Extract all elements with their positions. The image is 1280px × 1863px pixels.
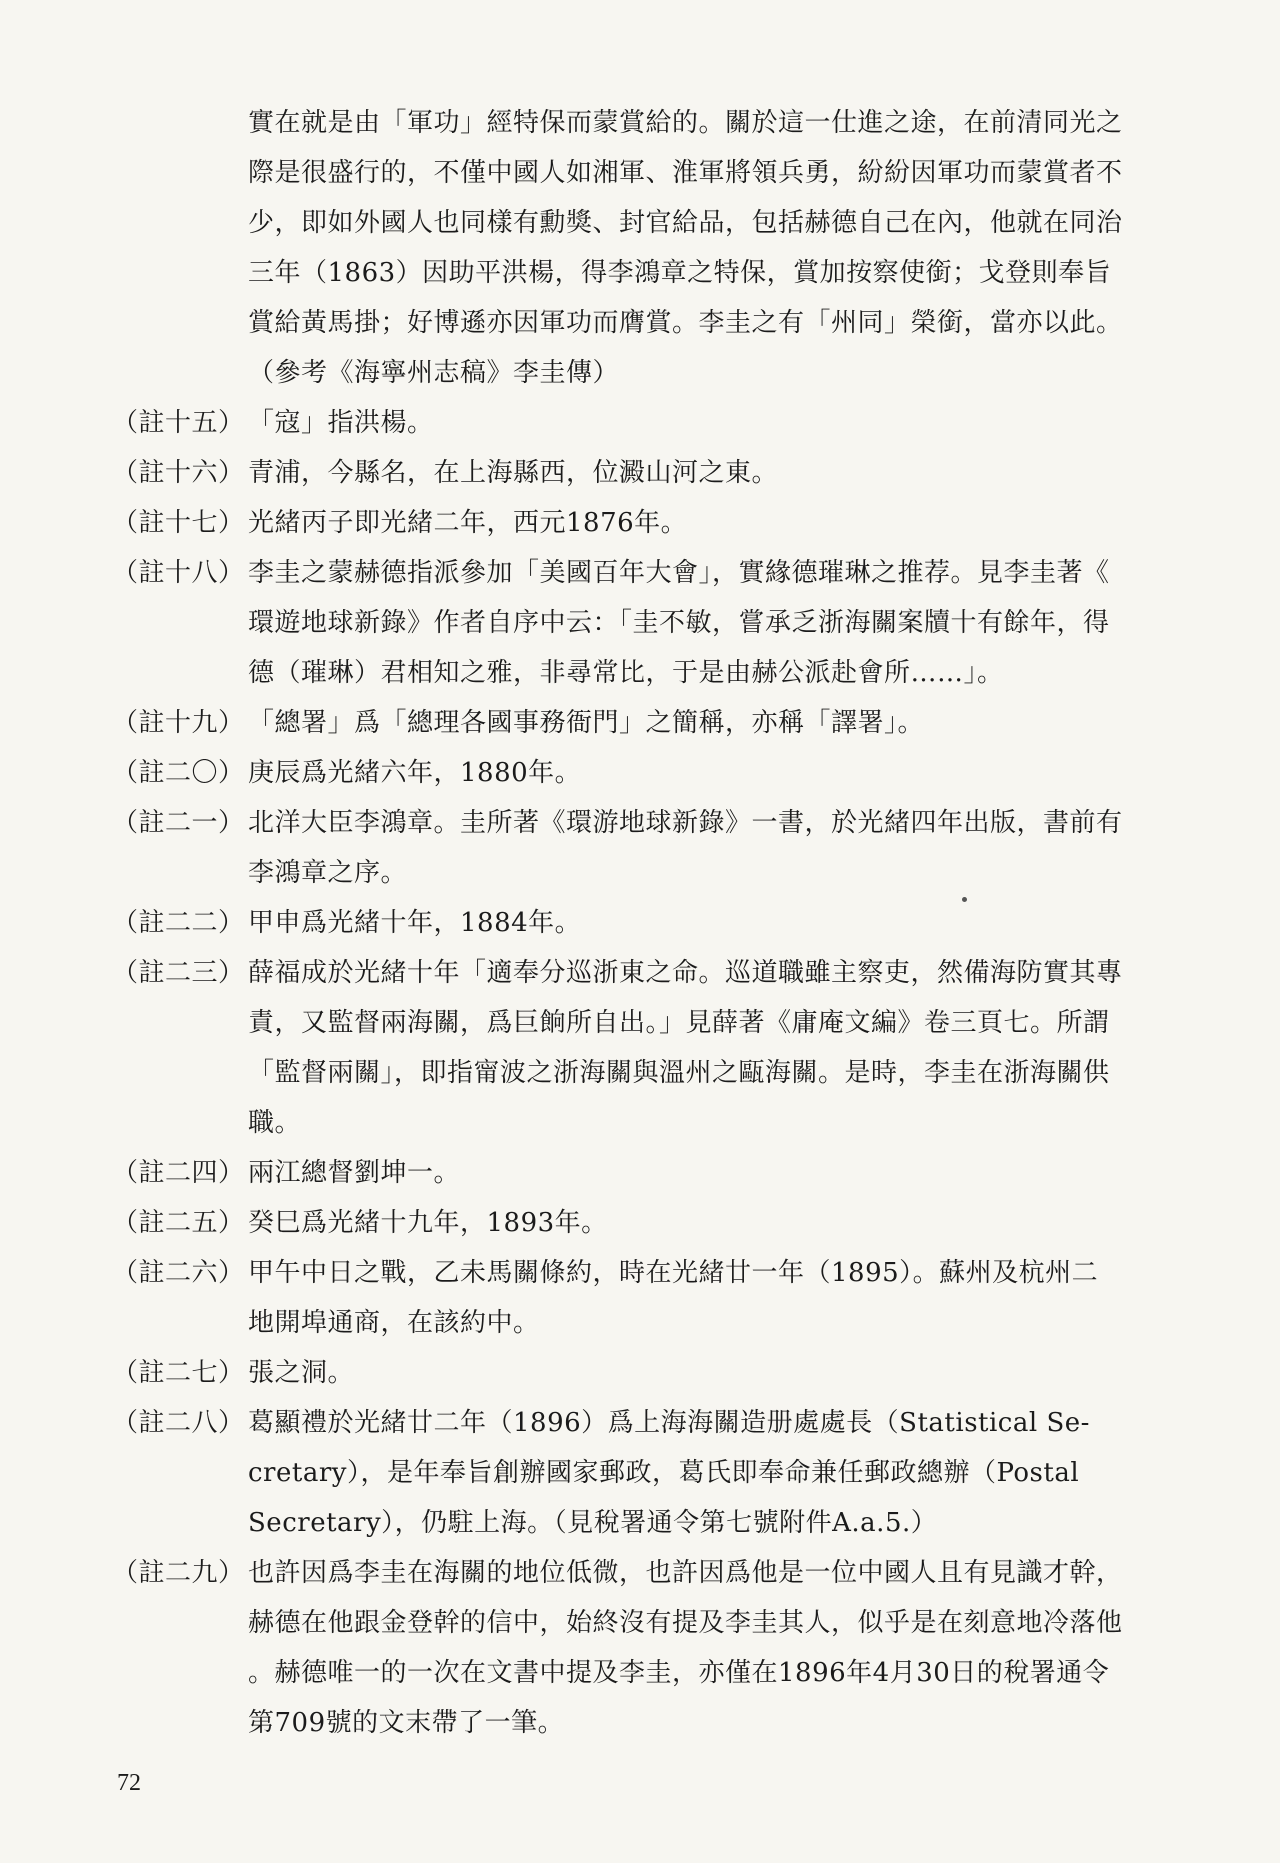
continuation-line: （參考《海寧州志稿》李圭傳） xyxy=(248,358,620,388)
scan-speck xyxy=(962,897,967,902)
note-label: （註二八） xyxy=(112,1408,245,1438)
note-first-line xyxy=(112,498,1187,548)
note-continuation-line: 環遊地球新錄》作者自序中云：「圭不敏，嘗承乏浙海關案牘十有餘年，得 xyxy=(248,608,1110,638)
note-continuation-line: cretary），是年奉旨創辦國家郵政，葛氏即奉命兼任郵政總辦（Postal xyxy=(248,1458,1080,1488)
note-first-line xyxy=(112,398,1187,448)
note-continuation-line: 第709號的文末帶了一筆。 xyxy=(248,1708,565,1738)
note-text: 葛顯禮於光緒廿二年（1896）爲上海海關造册處處長（Statistical Se- xyxy=(248,1408,1090,1438)
note-first-line xyxy=(112,1198,1187,1248)
note-first-line xyxy=(112,1248,1187,1298)
note-label: （註二〇） xyxy=(112,758,245,788)
note-label: （註二一） xyxy=(112,808,245,838)
note-continuation-line: Secretary），仍駐上海。（見稅署通令第七號附件A.a.5.） xyxy=(248,1508,938,1538)
notes-text-block xyxy=(112,98,1187,1748)
continuation-line: 際是很盛行的，不僅中國人如湘軍、淮軍將領兵勇，紛紛因軍功而蒙賞者不 xyxy=(248,158,1123,188)
note-label: （註二三） xyxy=(112,958,245,988)
note-label: （註十七） xyxy=(112,508,245,538)
note-first-line xyxy=(112,448,1187,498)
note-first-line xyxy=(112,948,1187,998)
note-first-line xyxy=(112,898,1187,948)
note-first-line xyxy=(112,1548,1187,1598)
note-text: 甲申爲光緒十年，1884年。 xyxy=(248,908,582,938)
note-continuation-line: 職。 xyxy=(248,1108,302,1138)
continuation-line: 三年（1863）因助平洪楊，得李鴻章之特保，賞加按察使銜；戈登則奉旨 xyxy=(248,258,1112,288)
note-continuation-line: 「監督兩關」，即指甯波之浙海關與溫州之甌海關。是時，李圭在浙海關供 xyxy=(248,1058,1110,1088)
note-text: 光緒丙子即光緒二年，西元1876年。 xyxy=(248,508,688,538)
continuation-line: 實在就是由「軍功」經特保而蒙賞給的。關於這一仕進之途，在前清同光之 xyxy=(248,108,1123,138)
note-continuation-line: 赫德在他跟金登幹的信中，始終沒有提及李圭其人，似乎是在刻意地冷落他 xyxy=(248,1608,1123,1638)
note-continuation-line: 責，又監督兩海關，爲巨餉所自出。」見薛著《庸庵文編》卷三頁七。所謂 xyxy=(248,1008,1110,1038)
note-text: 癸巳爲光緒十九年，1893年。 xyxy=(248,1208,608,1238)
note-first-line xyxy=(112,798,1187,848)
note-label: （註二五） xyxy=(112,1208,245,1238)
note-label: （註二九） xyxy=(112,1558,245,1588)
note-label: （註二二） xyxy=(112,908,245,938)
note-label: （註十八） xyxy=(112,558,245,588)
note-text: 甲午中日之戰，乙未馬關條約，時在光緒廿一年（1895）。蘇州及杭州二 xyxy=(248,1258,1099,1288)
note-text: 兩江總督劉坤一。 xyxy=(248,1158,461,1188)
note-text: 張之洞。 xyxy=(248,1358,355,1388)
note-first-line xyxy=(112,548,1187,598)
note-continuation-line: 。赫德唯一的一次在文書中提及李圭，亦僅在1896年4月30日的稅署通令 xyxy=(248,1658,1110,1688)
note-first-line xyxy=(112,748,1187,798)
continuation-line: 賞給黃馬掛；好博遜亦因軍功而膺賞。李圭之有「州同」榮銜，當亦以此。 xyxy=(248,308,1123,338)
note-first-line xyxy=(112,1348,1187,1398)
note-text: 庚辰爲光緒六年，1880年。 xyxy=(248,758,582,788)
note-text: 「寇」指洪楊。 xyxy=(248,408,434,438)
note-continuation-line: 德（璀琳）君相知之雅，非尋常比，于是由赫公派赴會所……」。 xyxy=(248,658,1004,688)
note-first-line xyxy=(112,698,1187,748)
note-first-line xyxy=(112,1148,1187,1198)
page-number: 72 xyxy=(117,1770,141,1796)
note-label: （註二七） xyxy=(112,1358,245,1388)
note-text: 北洋大臣李鴻章。圭所著《環游地球新錄》一書，於光緒四年出版，書前有 xyxy=(248,808,1123,838)
note-text: 李圭之蒙赫德指派參加「美國百年大會」，實緣德璀琳之推荐。見李圭著《 xyxy=(248,558,1110,588)
note-label: （註十五） xyxy=(112,408,245,438)
note-text: 薛福成於光緒十年「適奉分巡浙東之命。巡道職雖主察吏，然備海防實其專 xyxy=(248,958,1123,988)
note-label: （註二六） xyxy=(112,1258,245,1288)
continuation-line: 少，即如外國人也同樣有勳獎、封官給品，包括赫德自己在內，他就在同治 xyxy=(248,208,1123,238)
note-continuation-line: 地開埠通商，在該約中。 xyxy=(248,1308,540,1338)
note-continuation-line: 李鴻章之序。 xyxy=(248,858,408,888)
note-label: （註十九） xyxy=(112,708,245,738)
note-label: （註二四） xyxy=(112,1158,245,1188)
note-first-line xyxy=(112,1398,1187,1448)
note-text: 也許因爲李圭在海關的地位低微，也許因爲他是一位中國人且有見識才幹， xyxy=(248,1558,1123,1588)
note-text: 「總署」爲「總理各國事務衙門」之簡稱，亦稱「譯署」。 xyxy=(248,708,925,738)
note-text: 青浦，今縣名，在上海縣西，位澱山河之東。 xyxy=(248,458,779,488)
note-label: （註十六） xyxy=(112,458,245,488)
